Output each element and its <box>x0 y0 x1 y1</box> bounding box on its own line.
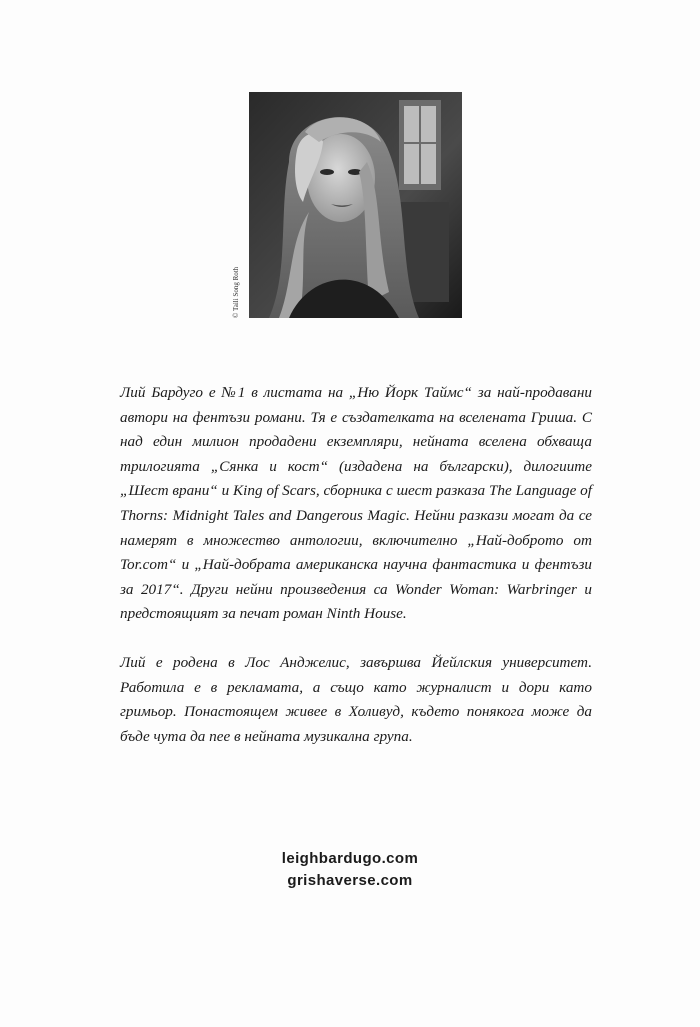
author-photo <box>249 92 462 318</box>
website-link-2[interactable]: grishaverse.com <box>287 872 413 889</box>
website-link-1[interactable]: leighbardugo.com <box>281 850 419 867</box>
author-portrait-image <box>249 92 462 318</box>
author-biography <box>120 381 592 749</box>
photo-credit: © Taili Song Roth <box>232 266 240 318</box>
author-websites <box>0 848 700 892</box>
bio-paragraph-2: Лий е родена в Лос Анджелис, завършва Йейлския университет. Работила е в рекламата, а също като журналист и дори като гримьор. Понастоящем живее в Холивуд, където понякога може да бъде чута да пее в нейната музикална група. <box>120 653 592 745</box>
bio-paragraph-1: Лий Бардуго е №1 в листата на „Ню Йорк Таймс“ за най-продавани автори на фентъзи романи. Тя е създателката на вселената Гриша. С над един милион продадени екземпляри, нейната вселена обхваща трилогията „Сянка и кост“ (издадена на български), дилогиите „Шест врани“ и King of Scars, сборника с шест разказа The Language of Thorns: Midnight Tales and Dangerous Magic. Нейни разкази могат да се намерят в множество антологии, включително „Най-доброто от Tor.com“ и „Най-добрата американска научна фантастика и фентъзи за 2017“. Други нейни произведения са Wonder Woman: Warbringer и предстоящият за печат роман Ninth House. <box>120 384 592 623</box>
